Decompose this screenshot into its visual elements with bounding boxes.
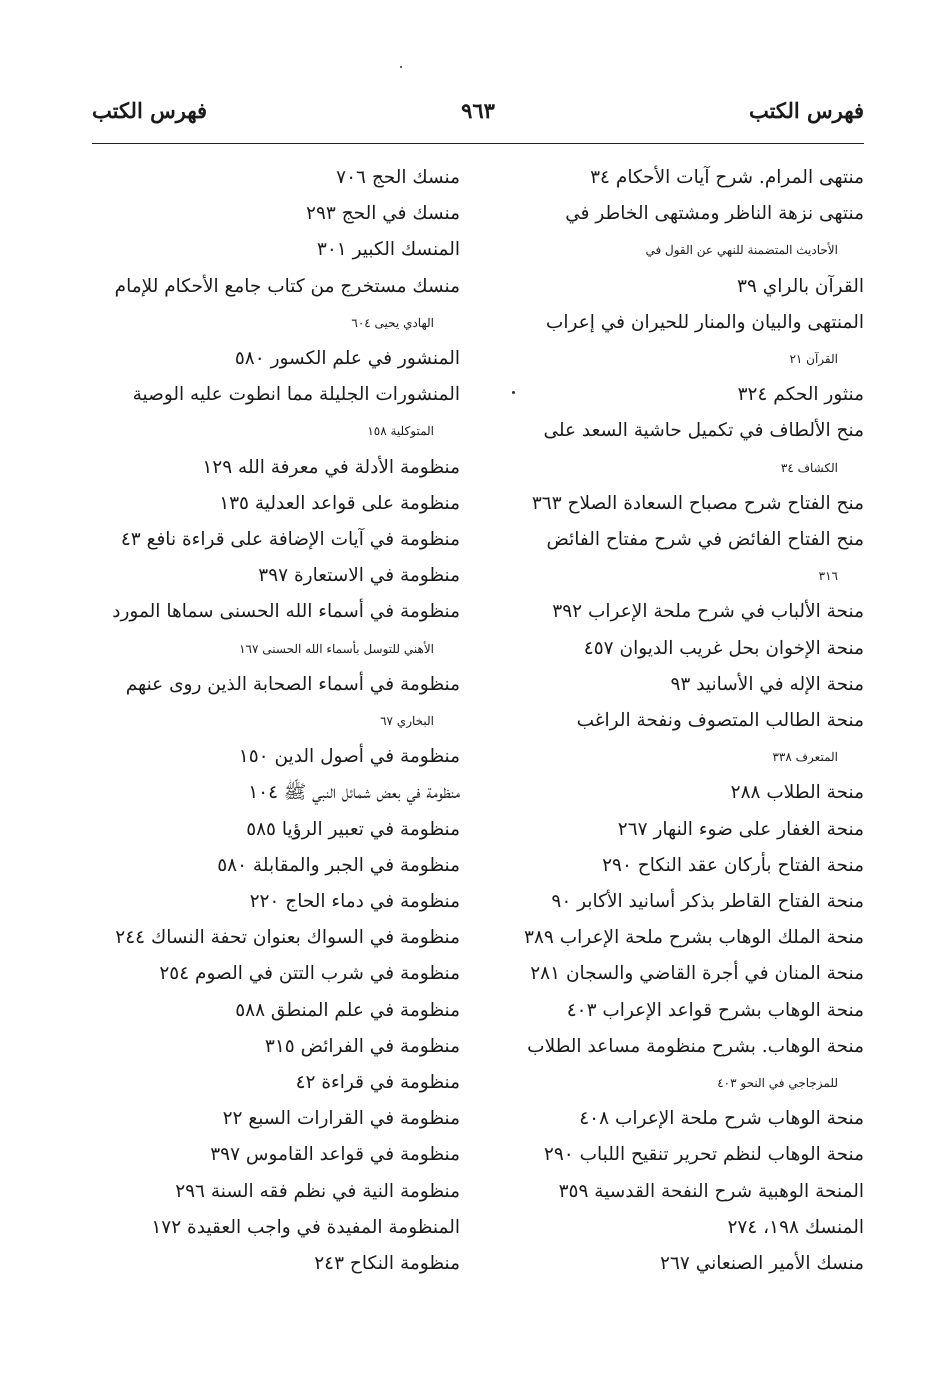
index-entry [90, 775, 460, 811]
print-speck [400, 66, 402, 68]
index-entry [90, 160, 460, 196]
index-entry [90, 993, 460, 1029]
index-entry-continuation: القرآن ٢١ [789, 352, 838, 367]
index-entry [90, 522, 460, 558]
index-entry-line: منحة الوهاب. بشرح منظومة مساعد الطلاب [527, 1035, 864, 1057]
index-entry [494, 993, 864, 1029]
index-entry-continuation: المتعرف ٣٣٨ [772, 750, 838, 765]
index-entry [90, 667, 460, 739]
index-entry-line: منظومة النية في نظم فقه السنة ٢٩٦ [175, 1180, 460, 1202]
index-entry-line: منحة الفتاح القاطر بذكر أسانيد الأكابر ٩٠ [551, 891, 864, 913]
index-entry-line: منحة الغفار على ضوء النهار ٢٦٧ [617, 818, 864, 840]
index-entry-line: منحة المنان في أجرة القاضي والسجان ٢٨١ [530, 963, 864, 985]
index-entry-line: منظومة في بعض شمائل النبي ﷺ ١٠٤ [248, 782, 460, 804]
index-entry-line: منحة الإله في الأسانيد ٩٣ [670, 673, 864, 695]
index-entry-line: منظومة في السواك بعنوان تحفة النساك ٢٤٤ [115, 927, 460, 949]
index-entry-line: المنسك الكبير ٣٠١ [316, 239, 460, 261]
index-entry [90, 884, 460, 920]
index-entry [90, 956, 460, 992]
index-entry-continuation: للمزجاجي في النحو ٤٠٣ [717, 1076, 838, 1091]
index-entry [494, 848, 864, 884]
index-entry-line: منظومة في علم المنطق ٥٨٨ [235, 999, 460, 1021]
index-entry [494, 1101, 864, 1137]
index-entry-line: منسك الأمير الصنعاني ٢٦٧ [660, 1253, 864, 1275]
index-entry [90, 341, 460, 377]
index-entry-line: منظومة في دماء الحاج ٢٢٠ [249, 891, 460, 913]
index-entry-continuation: البخاري ٦٧ [380, 714, 434, 729]
index-entry [494, 1137, 864, 1173]
index-entry-continuation: الأهني للتوسل بأسماء الله الحسنى ١٦٧ [239, 641, 434, 656]
index-entry-continuation: المتوكلية ١٥٨ [367, 424, 434, 439]
index-entry [90, 232, 460, 268]
index-entry-line: منسك في الحج ٢٩٣ [306, 203, 460, 225]
index-entry [494, 1210, 864, 1246]
index-entry [90, 1210, 460, 1246]
index-entry [90, 1101, 460, 1137]
index-entry-line: منحة الإخوان بحل غريب الديوان ٤٥٧ [583, 637, 864, 659]
index-entry [494, 1246, 864, 1282]
index-entry-line: منحة الوهاب لنظم تحرير تنقيح اللباب ٢٩٠ [543, 1144, 864, 1166]
index-entry-line: منحة الوهاب بشرح قواعد الإعراب ٤٠٣ [566, 999, 864, 1021]
index-entry-line: منظومة في أسماء الله الحسنى سماها المورد [112, 601, 460, 623]
index-entry [494, 413, 864, 485]
index-entry-line: منحة الطلاب ٢٨٨ [730, 782, 864, 804]
print-speck [512, 391, 515, 394]
index-entry [90, 450, 460, 486]
index-entry-line: المنتهى والبيان والمنار للحيران في إعراب [545, 311, 864, 333]
index-entry [90, 1246, 460, 1282]
index-entry [90, 377, 460, 449]
index-entry [90, 486, 460, 522]
index-entry [90, 920, 460, 956]
index-entry [90, 812, 460, 848]
index-entry-line: منظومة في القرارات السبع ٢٢ [222, 1108, 460, 1130]
header-title-left: فهرس الكتب [92, 98, 208, 123]
index-entry-line: منظومة في قراءة ٤٢ [295, 1072, 460, 1094]
index-entry-line: منظومة في الفرائض ٣١٥ [264, 1035, 460, 1057]
index-entry-line: منظومة في تعبير الرؤيا ٥٨٥ [246, 818, 460, 840]
index-entry [90, 558, 460, 594]
index-entry-line: منتهى نزهة الناظر ومشتهى الخاطر في [565, 203, 864, 225]
index-entry-line: منسك مستخرج من كتاب جامع الأحكام للإمام [114, 275, 460, 297]
index-entry-line: منظومة في أصول الدين ١٥٠ [238, 746, 460, 768]
index-entry-line: منظومة النكاح ٢٤٣ [314, 1253, 460, 1275]
index-entry-line: منح الفتاح شرح مصباح السعادة الصلاح ٣٦٣ [531, 492, 864, 514]
running-header [92, 98, 864, 132]
index-entry [90, 1137, 460, 1173]
index-entry-line: منظومة في الجبر والمقابلة ٥٨٠ [217, 854, 460, 876]
index-entry [494, 812, 864, 848]
right-index-column [494, 160, 864, 1282]
index-entry [90, 739, 460, 775]
index-entry [90, 1174, 460, 1210]
index-entry [494, 594, 864, 630]
index-entry-line: منسك الحج ٧٠٦ [336, 167, 460, 188]
index-entry-continuation: ٣١٦ [818, 569, 838, 584]
index-entry [494, 775, 864, 811]
index-entry [494, 884, 864, 920]
index-entry [494, 956, 864, 992]
index-entry-line: منحة الملك الوهاب بشرح ملحة الإعراب ٣٨٩ [524, 927, 864, 949]
index-entry-line: المنشور في علم الكسور ٥٨٠ [234, 348, 460, 370]
index-entry-line: منح الألطاف في تكميل حاشية السعد على [543, 420, 864, 442]
index-entry [90, 594, 460, 666]
index-entry [494, 269, 864, 305]
left-index-column [90, 160, 460, 1282]
index-entry-continuation: الهادي يحيى ٦٠٤ [351, 315, 434, 330]
index-entry [494, 377, 864, 413]
index-entry [494, 160, 864, 196]
index-entry [90, 1065, 460, 1101]
index-entry-line: منظومة في شرب التتن في الصوم ٢٥٤ [159, 963, 460, 985]
index-entry [90, 269, 460, 341]
index-entry-continuation: الأحاديث المتضمنة للنهي عن القول في [645, 243, 838, 258]
index-entry-line: المنسك ١٩٨، ٢٧٤ [727, 1216, 864, 1238]
index-entry-line: القرآن بالراي ٣٩ [737, 275, 864, 297]
index-entry-line: منظومة على قواعد العدلية ١٣٥ [219, 492, 460, 514]
index-entry-line: منحة الوهاب شرح ملحة الإعراب ٤٠٨ [579, 1108, 864, 1130]
index-entry-line: منظومة في آيات الإضافة على قراءة نافع ٤٣ [120, 529, 460, 551]
index-entry [494, 522, 864, 594]
index-entry [90, 848, 460, 884]
index-entry-line: المنظومة المفيدة في واجب العقيدة ١٧٢ [151, 1216, 460, 1238]
index-entry-line: منظومة في قواعد القاموس ٣٩٧ [210, 1144, 460, 1166]
index-entry-continuation: الكشاف ٣٤ [780, 460, 838, 475]
index-entry [494, 703, 864, 775]
index-entry-line: منحة الألباب في شرح ملحة الإعراب ٣٩٢ [552, 601, 864, 623]
index-entry [494, 631, 864, 667]
index-entry-line: منثور الحكم ٣٢٤ [737, 384, 864, 406]
index-entry-line: منظومة في أسماء الصحابة الذين روى عنهم [125, 673, 460, 695]
index-entry-line: منظومة في الاستعارة ٣٩٧ [258, 565, 460, 587]
index-entry-line: منظومة الأدلة في معرفة الله ١٢٩ [202, 456, 460, 478]
index-entry [494, 1029, 864, 1101]
index-entry [494, 305, 864, 377]
index-entry [90, 1029, 460, 1065]
index-entry [494, 196, 864, 268]
index-entry-line: منتهى المرام. شرح آيات الأحكام ٣٤ [590, 167, 864, 188]
index-entry-line: المنشورات الجليلة مما انطوت عليه الوصية [132, 384, 460, 406]
index-entry-line: منح الفتاح الفائض في شرح مفتاح الفائض [546, 529, 864, 551]
index-entry [494, 667, 864, 703]
header-title-right: فهرس الكتب [748, 98, 864, 123]
page-number: ٩٦٣ [461, 98, 495, 123]
header-rule [92, 143, 864, 144]
index-entry [494, 920, 864, 956]
index-entry [90, 196, 460, 232]
index-entry [494, 1174, 864, 1210]
index-entry-line: منحة الفتاح بأركان عقد النكاح ٢٩٠ [602, 854, 864, 876]
index-entry-line: منحة الطالب المتصوف ونفحة الراغب [576, 710, 864, 732]
index-entry-line: المنحة الوهبية شرح النفحة القدسية ٣٥٩ [558, 1180, 864, 1202]
index-entry [494, 486, 864, 522]
